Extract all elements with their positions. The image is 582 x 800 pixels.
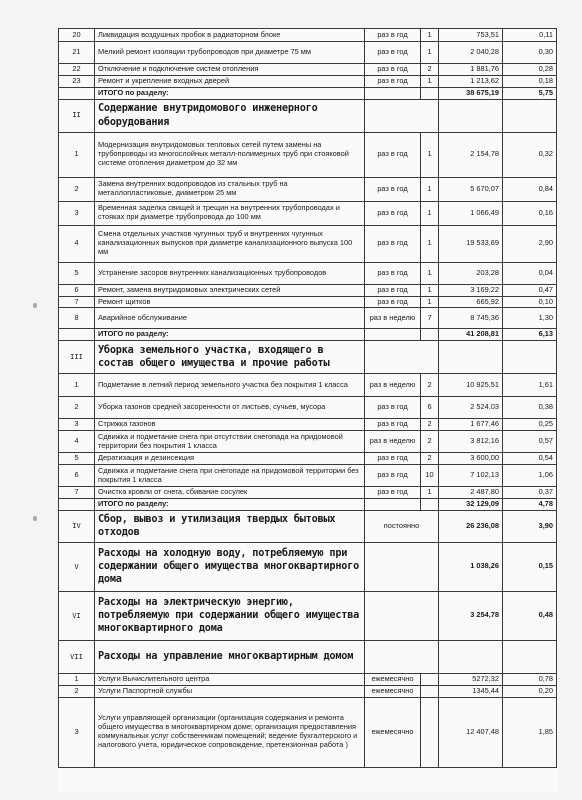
section-rate bbox=[503, 99, 557, 132]
section-rate: 0,48 bbox=[503, 591, 557, 640]
annual-cost: 7 102,13 bbox=[439, 465, 503, 487]
rate-per-sqm: 1,30 bbox=[503, 308, 557, 329]
table-row bbox=[59, 397, 557, 419]
rate-per-sqm: 0,20 bbox=[503, 685, 557, 697]
work-title: Услуги Паспортной службы bbox=[95, 685, 365, 697]
row-number: 3 bbox=[59, 419, 95, 431]
work-title: Модернизация внутридомовых тепловых сетей путем замены на трубопроводы из многослойных металл-полимерных труб при стояковой системе отопления диаметром до 32 мм bbox=[95, 132, 365, 177]
rate-per-sqm: 0,30 bbox=[503, 42, 557, 64]
periodicity: раз в год bbox=[365, 75, 421, 87]
annual-cost: 2 487,80 bbox=[439, 487, 503, 499]
section-title: Расходы на управление многоквартирным домом bbox=[95, 640, 365, 673]
row-number: 7 bbox=[59, 487, 95, 499]
section-header-row bbox=[59, 510, 557, 542]
annual-cost: 1 213,62 bbox=[439, 75, 503, 87]
total-label: ИТОГО по разделу: bbox=[95, 87, 365, 99]
empty-cell bbox=[59, 329, 95, 341]
periodicity: раз в год bbox=[365, 262, 421, 284]
section-number: II bbox=[59, 99, 95, 132]
rate-per-sqm: 0,10 bbox=[503, 296, 557, 308]
row-number: 4 bbox=[59, 431, 95, 453]
total-rate: 6,13 bbox=[503, 329, 557, 341]
scan-mark bbox=[33, 516, 37, 521]
section-cost: 26 236,08 bbox=[439, 510, 503, 542]
work-title: Дератизация и дезинсекция bbox=[95, 453, 365, 465]
row-number: 8 bbox=[59, 308, 95, 329]
work-title: Временная заделка свищей и трещин на внутренних трубопроводах и стояках при диаметре трубопровода до 100 мм bbox=[95, 201, 365, 225]
row-number: 3 bbox=[59, 201, 95, 225]
empty-cell bbox=[421, 329, 439, 341]
quantity: 1 bbox=[421, 42, 439, 64]
work-title: Смена отдельных участков чугунных труб и внутренних чугунных канализационных выпусков при диаметре канализационного выпуска 100 мм bbox=[95, 225, 365, 262]
section-title: Расходы на холодную воду, потребляемую при содержании общего имущества многоквартирного дома bbox=[95, 542, 365, 591]
table-row bbox=[59, 487, 557, 499]
work-title: Стрижка газонов bbox=[95, 419, 365, 431]
annual-cost: 2 040,28 bbox=[439, 42, 503, 64]
section-title: Сбор, вывоз и утилизация твердых бытовых отходов bbox=[95, 510, 365, 542]
section-number: VII bbox=[59, 640, 95, 673]
work-title: Сдвижка и подметание снега при отсутствии снегопада на придомовой территории без покрытия 1 класса bbox=[95, 431, 365, 453]
tariff-table bbox=[58, 28, 557, 768]
periodicity: раз в неделю bbox=[365, 308, 421, 329]
table-row bbox=[59, 431, 557, 453]
rate-per-sqm: 1,61 bbox=[503, 374, 557, 397]
annual-cost: 2 154,78 bbox=[439, 132, 503, 177]
work-title: Мелкий ремонт изоляции трубопроводов при диаметре 75 мм bbox=[95, 42, 365, 64]
periodicity: раз в год bbox=[365, 397, 421, 419]
annual-cost: 1 677,46 bbox=[439, 419, 503, 431]
table-row bbox=[59, 453, 557, 465]
row-number: 1 bbox=[59, 673, 95, 685]
periodicity: раз в год bbox=[365, 465, 421, 487]
total-cost: 38 675,19 bbox=[439, 87, 503, 99]
periodicity: раз в год bbox=[365, 177, 421, 201]
row-number: 6 bbox=[59, 465, 95, 487]
quantity: 2 bbox=[421, 453, 439, 465]
section-header-row bbox=[59, 542, 557, 591]
row-number: 2 bbox=[59, 685, 95, 697]
annual-cost: 5 670,07 bbox=[439, 177, 503, 201]
quantity: 2 bbox=[421, 64, 439, 76]
row-number: 22 bbox=[59, 64, 95, 76]
annual-cost: 12 407,48 bbox=[439, 697, 503, 767]
section-cost bbox=[439, 341, 503, 374]
section-cost: 1 038,26 bbox=[439, 542, 503, 591]
empty-cell bbox=[365, 498, 421, 510]
table-row bbox=[59, 296, 557, 308]
quantity bbox=[421, 697, 439, 767]
rate-per-sqm: 0,57 bbox=[503, 431, 557, 453]
annual-cost: 203,28 bbox=[439, 262, 503, 284]
work-title: Ликвидация воздушных пробок в радиаторном блоке bbox=[95, 29, 365, 42]
rate-per-sqm: 0,54 bbox=[503, 453, 557, 465]
periodicity: ежемесячно bbox=[365, 685, 421, 697]
quantity: 1 bbox=[421, 201, 439, 225]
periodicity bbox=[365, 99, 439, 132]
section-rate: 0,15 bbox=[503, 542, 557, 591]
periodicity: ежемесячно bbox=[365, 673, 421, 685]
table-row bbox=[59, 262, 557, 284]
work-title: Ремонт и укрепление входных дверей bbox=[95, 75, 365, 87]
row-number: 1 bbox=[59, 132, 95, 177]
table-row bbox=[59, 42, 557, 64]
quantity: 1 bbox=[421, 487, 439, 499]
section-number: VI bbox=[59, 591, 95, 640]
section-total-row bbox=[59, 329, 557, 341]
table-row bbox=[59, 225, 557, 262]
row-number: 1 bbox=[59, 374, 95, 397]
periodicity: постоянно bbox=[365, 510, 439, 542]
work-title: Уборка газонов средней засоренности от листьев, сучьев, мусора bbox=[95, 397, 365, 419]
row-number: 23 bbox=[59, 75, 95, 87]
quantity bbox=[421, 685, 439, 697]
quantity: 6 bbox=[421, 397, 439, 419]
work-title: Отключение и подключение систем отопления bbox=[95, 64, 365, 76]
quantity: 7 bbox=[421, 308, 439, 329]
rate-per-sqm: 0,38 bbox=[503, 397, 557, 419]
rate-per-sqm: 2,90 bbox=[503, 225, 557, 262]
periodicity: раз в год bbox=[365, 225, 421, 262]
row-number: 7 bbox=[59, 296, 95, 308]
table-row bbox=[59, 465, 557, 487]
rate-per-sqm: 0,04 bbox=[503, 262, 557, 284]
quantity bbox=[421, 673, 439, 685]
work-title: Ремонт щитков bbox=[95, 296, 365, 308]
work-title: Очистка кровли от снега, сбивание сосулек bbox=[95, 487, 365, 499]
work-title: Подметание в летний период земельного участка без покрытия 1 класса bbox=[95, 374, 365, 397]
work-title: Услуги Вычислительного центра bbox=[95, 673, 365, 685]
work-title: Аварийное обслуживание bbox=[95, 308, 365, 329]
rate-per-sqm: 1,06 bbox=[503, 465, 557, 487]
total-rate: 4,78 bbox=[503, 498, 557, 510]
work-title: Услуги управляющей организации (организация содержания и ремонта общего имущества в многоквартирном доме; организация предоставления коммунальных услуг собственникам помещений; ведение бухгалтерского и налогового учета, юридическое сопровождение, претензионная работа ) bbox=[95, 697, 365, 767]
section-number: IV bbox=[59, 510, 95, 542]
rate-per-sqm: 0,37 bbox=[503, 487, 557, 499]
quantity: 1 bbox=[421, 262, 439, 284]
annual-cost: 3 600,00 bbox=[439, 453, 503, 465]
row-number: 2 bbox=[59, 397, 95, 419]
table-row bbox=[59, 419, 557, 431]
work-title: Ремонт, замена внутридомовых электрических сетей bbox=[95, 284, 365, 296]
quantity: 1 bbox=[421, 29, 439, 42]
scan-mark bbox=[33, 303, 37, 308]
periodicity bbox=[365, 341, 439, 374]
annual-cost: 1 881,76 bbox=[439, 64, 503, 76]
table-row bbox=[59, 673, 557, 685]
periodicity: раз в год bbox=[365, 201, 421, 225]
table-row bbox=[59, 64, 557, 76]
annual-cost: 8 745,36 bbox=[439, 308, 503, 329]
quantity: 10 bbox=[421, 465, 439, 487]
periodicity: раз в год bbox=[365, 132, 421, 177]
rate-per-sqm: 0,16 bbox=[503, 201, 557, 225]
work-title: Устранение засоров внутренних канализационных трубопроводов bbox=[95, 262, 365, 284]
row-number: 6 bbox=[59, 284, 95, 296]
table-row bbox=[59, 132, 557, 177]
section-number: III bbox=[59, 341, 95, 374]
section-total-row bbox=[59, 498, 557, 510]
total-cost: 41 208,81 bbox=[439, 329, 503, 341]
empty-cell bbox=[421, 87, 439, 99]
empty-cell bbox=[365, 329, 421, 341]
rate-per-sqm: 0,32 bbox=[503, 132, 557, 177]
quantity: 2 bbox=[421, 431, 439, 453]
periodicity: раз в год bbox=[365, 487, 421, 499]
row-number: 20 bbox=[59, 29, 95, 42]
rate-per-sqm: 1,85 bbox=[503, 697, 557, 767]
periodicity: раз в год bbox=[365, 64, 421, 76]
table-row bbox=[59, 75, 557, 87]
section-rate: 3,90 bbox=[503, 510, 557, 542]
annual-cost: 2 524,03 bbox=[439, 397, 503, 419]
rate-per-sqm: 0,11 bbox=[503, 29, 557, 42]
section-header-row bbox=[59, 341, 557, 374]
empty-cell bbox=[59, 87, 95, 99]
periodicity: раз в год bbox=[365, 453, 421, 465]
section-rate bbox=[503, 341, 557, 374]
document-page bbox=[58, 28, 558, 792]
quantity: 2 bbox=[421, 419, 439, 431]
total-label: ИТОГО по разделу: bbox=[95, 498, 365, 510]
periodicity: раз в год bbox=[365, 29, 421, 42]
empty-cell bbox=[365, 87, 421, 99]
row-number: 4 bbox=[59, 225, 95, 262]
total-rate: 5,75 bbox=[503, 87, 557, 99]
periodicity bbox=[365, 640, 439, 673]
quantity: 1 bbox=[421, 296, 439, 308]
table-body bbox=[59, 29, 557, 768]
section-header-row bbox=[59, 591, 557, 640]
quantity: 1 bbox=[421, 132, 439, 177]
quantity: 1 bbox=[421, 225, 439, 262]
section-cost bbox=[439, 640, 503, 673]
section-title: Уборка земельного участка, входящего в состав общего имущества и прочие работы bbox=[95, 341, 365, 374]
rate-per-sqm: 0,84 bbox=[503, 177, 557, 201]
annual-cost: 1 066,49 bbox=[439, 201, 503, 225]
periodicity bbox=[365, 542, 439, 591]
row-number: 3 bbox=[59, 697, 95, 767]
table-row bbox=[59, 685, 557, 697]
periodicity bbox=[365, 591, 439, 640]
quantity: 2 bbox=[421, 374, 439, 397]
table-row bbox=[59, 29, 557, 42]
total-label: ИТОГО по разделу: bbox=[95, 329, 365, 341]
section-cost: 3 254,78 bbox=[439, 591, 503, 640]
table-row bbox=[59, 374, 557, 397]
section-title: Расходы на электрическую энергию, потребляемую при содержании общего имущества многоквартирного дома bbox=[95, 591, 365, 640]
periodicity: раз в год bbox=[365, 42, 421, 64]
quantity: 1 bbox=[421, 284, 439, 296]
section-header-row bbox=[59, 99, 557, 132]
periodicity: раз в неделю bbox=[365, 431, 421, 453]
rate-per-sqm: 0,25 bbox=[503, 419, 557, 431]
annual-cost: 5272,32 bbox=[439, 673, 503, 685]
annual-cost: 3 812,16 bbox=[439, 431, 503, 453]
quantity: 1 bbox=[421, 75, 439, 87]
annual-cost: 3 169,22 bbox=[439, 284, 503, 296]
annual-cost: 665,92 bbox=[439, 296, 503, 308]
empty-cell bbox=[59, 498, 95, 510]
periodicity: раз в год bbox=[365, 284, 421, 296]
periodicity: ежемесячно bbox=[365, 697, 421, 767]
empty-cell bbox=[421, 498, 439, 510]
table-row bbox=[59, 697, 557, 767]
section-number: V bbox=[59, 542, 95, 591]
rate-per-sqm: 0,47 bbox=[503, 284, 557, 296]
annual-cost: 10 925,51 bbox=[439, 374, 503, 397]
row-number: 5 bbox=[59, 453, 95, 465]
annual-cost: 19 533,69 bbox=[439, 225, 503, 262]
row-number: 5 bbox=[59, 262, 95, 284]
annual-cost: 1345,44 bbox=[439, 685, 503, 697]
rate-per-sqm: 0,78 bbox=[503, 673, 557, 685]
quantity: 1 bbox=[421, 177, 439, 201]
table-row bbox=[59, 308, 557, 329]
periodicity: раз в год bbox=[365, 419, 421, 431]
rate-per-sqm: 0,28 bbox=[503, 64, 557, 76]
row-number: 2 bbox=[59, 177, 95, 201]
section-cost bbox=[439, 99, 503, 132]
section-rate bbox=[503, 640, 557, 673]
section-total-row bbox=[59, 87, 557, 99]
section-title: Содержание внутридомового инженерного оборудования bbox=[95, 99, 365, 132]
table-row bbox=[59, 177, 557, 201]
section-header-row bbox=[59, 640, 557, 673]
annual-cost: 753,51 bbox=[439, 29, 503, 42]
rate-per-sqm: 0,18 bbox=[503, 75, 557, 87]
table-row bbox=[59, 284, 557, 296]
periodicity: раз в год bbox=[365, 296, 421, 308]
work-title: Сдвижка и подметание снега при снегопаде на придомовой территории без покрытия 1 класса bbox=[95, 465, 365, 487]
table-row bbox=[59, 201, 557, 225]
total-cost: 32 129,09 bbox=[439, 498, 503, 510]
work-title: Замена внутренних водопроводов из стальных труб на металлопластиковые, диаметром 25 мм bbox=[95, 177, 365, 201]
periodicity: раз в неделю bbox=[365, 374, 421, 397]
row-number: 21 bbox=[59, 42, 95, 64]
